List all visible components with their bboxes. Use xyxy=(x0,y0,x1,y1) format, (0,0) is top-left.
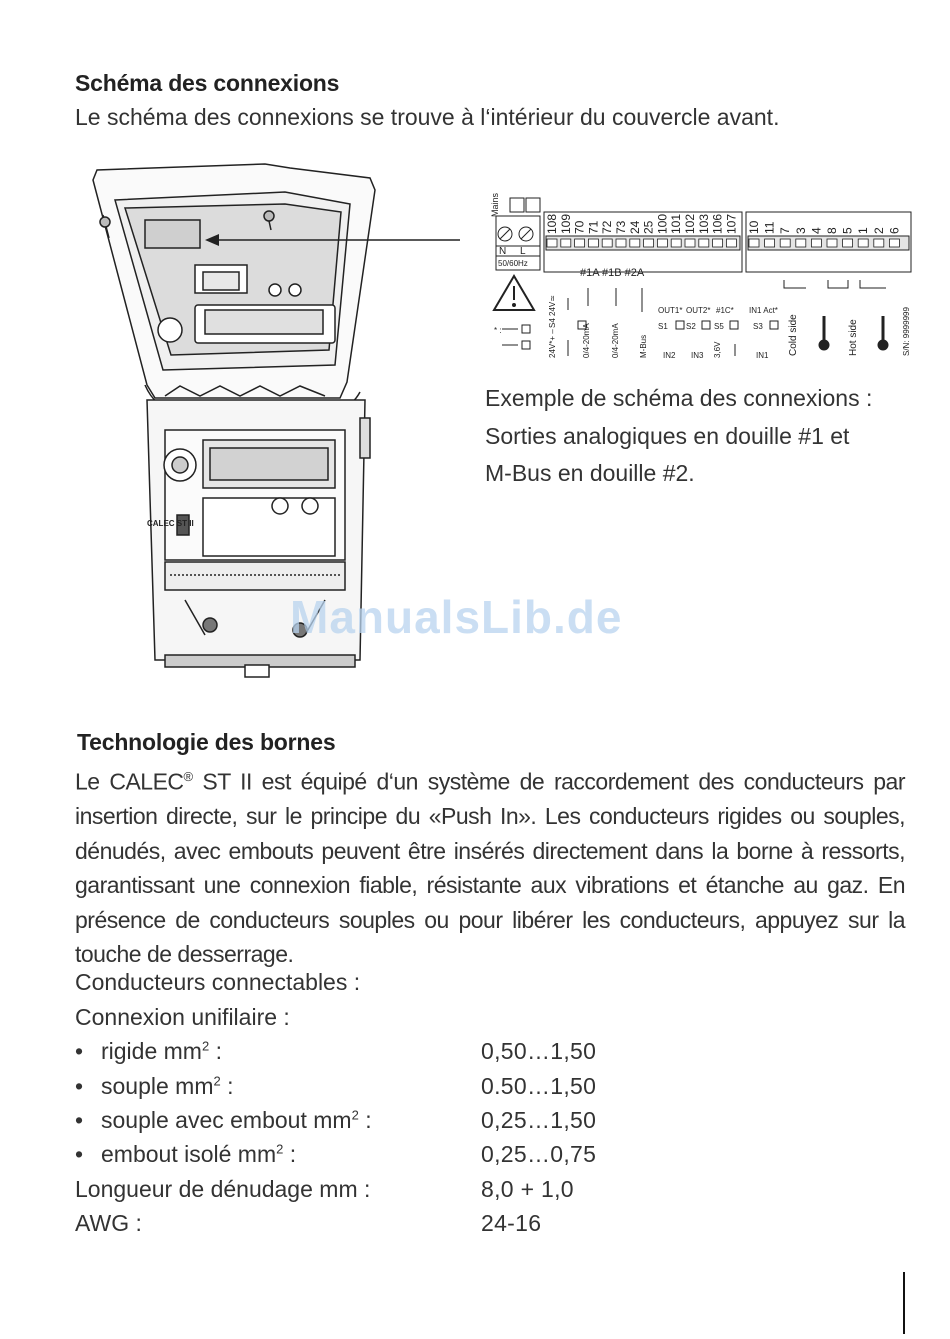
terminal-number: 101 xyxy=(669,213,684,234)
terminal-slot xyxy=(889,239,899,247)
terminal-number: 107 xyxy=(724,213,739,234)
terminal-number: 1 xyxy=(856,227,871,234)
caption-line: M-Bus en douille #2. xyxy=(485,460,695,486)
registered-mark: ® xyxy=(183,769,193,784)
terminal-slot xyxy=(827,239,837,247)
spec-label: Longueur de dénudage mm : xyxy=(75,1176,371,1202)
c1-label: #1C* xyxy=(716,306,734,315)
terminal-slot xyxy=(685,239,695,247)
spec-sup: 2 xyxy=(201,1038,210,1054)
spec-row-awg xyxy=(75,1210,775,1244)
spec-row xyxy=(75,1038,775,1072)
mains-label: Mains xyxy=(490,192,500,217)
spec-suffix: : xyxy=(283,1141,297,1167)
terminal-number: 11 xyxy=(762,221,777,234)
bullet: • xyxy=(75,1107,84,1133)
terminal-number: 73 xyxy=(614,220,628,234)
spec-suffix: : xyxy=(209,1038,222,1064)
s4-label: S4 xyxy=(548,318,557,328)
terminal-slot xyxy=(874,239,884,247)
terminal-number: 106 xyxy=(710,213,725,234)
terminal-number: 2 xyxy=(871,227,886,234)
terminal-slot xyxy=(644,239,654,247)
schema-caption xyxy=(485,380,872,493)
terminal-number: 108 xyxy=(545,213,559,234)
s3-label: S3 xyxy=(753,322,763,331)
terminal-slot xyxy=(547,239,557,247)
terminal-slot xyxy=(671,239,681,247)
terminal-slot xyxy=(561,239,571,247)
in3-label: IN3 xyxy=(691,351,704,360)
section-title-connections: Schéma des connexions xyxy=(75,70,340,96)
para-body: ST II est équipé d‘un système de raccordement des conducteurs par insertion directe, sur le principe du «Push In». Les conducteurs rigides ou souples, dénudés, avec embouts peuvent être insérés directement dans la borne à ressorts, garantissant une connexion fiable, résistante aux vibrations et étanche au gaz. En présence de conducteurs souples ou pour libérer les conducteurs, appuyez sur la touche de desserrage. xyxy=(75,768,905,968)
connections-intro: Le schéma des connexions se trouve à l‘intérieur du couvercle avant. xyxy=(75,104,780,130)
neutral-label: N xyxy=(499,246,507,257)
terminal-slot xyxy=(765,239,775,247)
spec-value: 0.50…1,50 xyxy=(481,1073,597,1099)
spec-row xyxy=(75,1141,775,1175)
page-edge-line xyxy=(903,1272,905,1334)
spec-label: embout isolé mm xyxy=(101,1141,277,1167)
terminal-slot xyxy=(858,239,868,247)
terminal-number: 7 xyxy=(778,227,793,234)
terminal-number: 25 xyxy=(641,220,656,234)
terminal-number: 71 xyxy=(586,220,601,234)
mbus-label: M-Bus xyxy=(639,334,648,358)
v24-label: 24V≃ xyxy=(548,295,557,316)
in1-label: IN1 xyxy=(756,351,769,360)
terminal-number: 100 xyxy=(655,213,670,234)
caption-line: Exemple de schéma des connexions : xyxy=(485,385,873,411)
terminal-number: 72 xyxy=(600,220,615,234)
hot-side-label: Hot side xyxy=(848,319,859,356)
device-label: CALEC ST II xyxy=(147,519,194,528)
spec-sup: 2 xyxy=(351,1107,359,1123)
terminal-number: 70 xyxy=(572,220,587,234)
terminal-slot xyxy=(630,239,640,247)
in1act-label: IN1 Act* xyxy=(749,306,778,315)
spec-label: rigide mm xyxy=(101,1038,202,1064)
ma1-label: 0/4-20mA xyxy=(582,323,591,358)
v24b-label: 24V*+ – xyxy=(548,329,557,358)
terminal-number: 8 xyxy=(825,227,839,234)
spec-value: 0,25…1,50 xyxy=(481,1107,597,1133)
terminal-slot xyxy=(780,239,790,247)
line-label: L xyxy=(520,246,526,257)
spec-sup: 2 xyxy=(213,1073,221,1089)
terminal-slot xyxy=(657,239,667,247)
v36-label: 3,6V xyxy=(713,341,722,358)
terminal-slot xyxy=(602,239,612,247)
specs-heading: Conducteurs connectables : xyxy=(75,969,361,995)
terminal-slot xyxy=(726,239,736,247)
bullet: • xyxy=(75,1038,84,1064)
sockets-label: #1A #1B #2A xyxy=(580,267,645,279)
s2-label: S2 xyxy=(686,322,696,331)
terminal-slot xyxy=(575,239,585,247)
freq-label: 50/60Hz xyxy=(498,259,528,268)
terminal-slot xyxy=(713,239,723,247)
in2-label: IN2 xyxy=(663,351,676,360)
terminal-number: 5 xyxy=(840,227,855,234)
terminal-slot xyxy=(843,239,853,247)
bullet: • xyxy=(75,1141,84,1167)
caption-line: Sorties analogiques en douille #1 et xyxy=(485,422,850,449)
specs-subheading: Connexion unifilaire : xyxy=(75,1004,290,1030)
s1-label: S1 xyxy=(658,322,668,331)
s5-label: S5 xyxy=(714,322,724,331)
spec-label: souple avec embout mm xyxy=(101,1107,352,1133)
para-prefix: Le CALEC xyxy=(75,768,184,795)
section-title-terminals: Technologie des bornes xyxy=(77,729,336,755)
terminal-number: 3 xyxy=(793,227,808,234)
terminal-slot xyxy=(811,239,821,247)
spec-sup: 2 xyxy=(276,1141,284,1157)
spec-row-strip-length xyxy=(75,1176,775,1210)
ma2-label: 0/4-20mA xyxy=(611,323,620,358)
terminal-number: 109 xyxy=(558,213,573,234)
spec-value: 8,0 + 1,0 xyxy=(481,1176,574,1202)
serial-number-label: S/N: 9999999 xyxy=(902,307,911,356)
spec-value: 24-16 xyxy=(481,1210,542,1236)
terminal-slot xyxy=(749,239,759,247)
terminal-slot xyxy=(616,239,626,247)
connection-schema xyxy=(488,188,918,366)
out1-label: OUT1* xyxy=(658,306,683,315)
terminal-number: 24 xyxy=(627,220,642,234)
spec-label: AWG : xyxy=(75,1210,142,1236)
terminal-number: 103 xyxy=(696,213,711,234)
watermark: ManualsLib.de xyxy=(290,591,623,643)
terminal-number: 4 xyxy=(809,227,824,234)
spec-value: 0,25…0,75 xyxy=(481,1141,597,1167)
terminal-slot xyxy=(699,239,709,247)
cold-side-label: Cold side xyxy=(788,314,799,356)
terminal-slot xyxy=(588,239,598,247)
spec-suffix: : xyxy=(358,1107,372,1133)
terminal-number: 10 xyxy=(747,220,761,234)
bullet: • xyxy=(75,1073,84,1099)
spec-row xyxy=(75,1073,775,1107)
terminal-slot xyxy=(796,239,806,247)
terminals-paragraph xyxy=(75,760,905,972)
spec-suffix: : xyxy=(220,1073,234,1099)
spec-label: souple mm xyxy=(101,1073,214,1099)
terminal-number: 102 xyxy=(683,213,697,234)
spec-value: 0,50…1,50 xyxy=(481,1038,597,1064)
star-label: * : xyxy=(494,326,502,335)
spec-row xyxy=(75,1107,775,1141)
terminal-number: 6 xyxy=(887,227,902,234)
out2-label: OUT2* xyxy=(686,306,711,315)
